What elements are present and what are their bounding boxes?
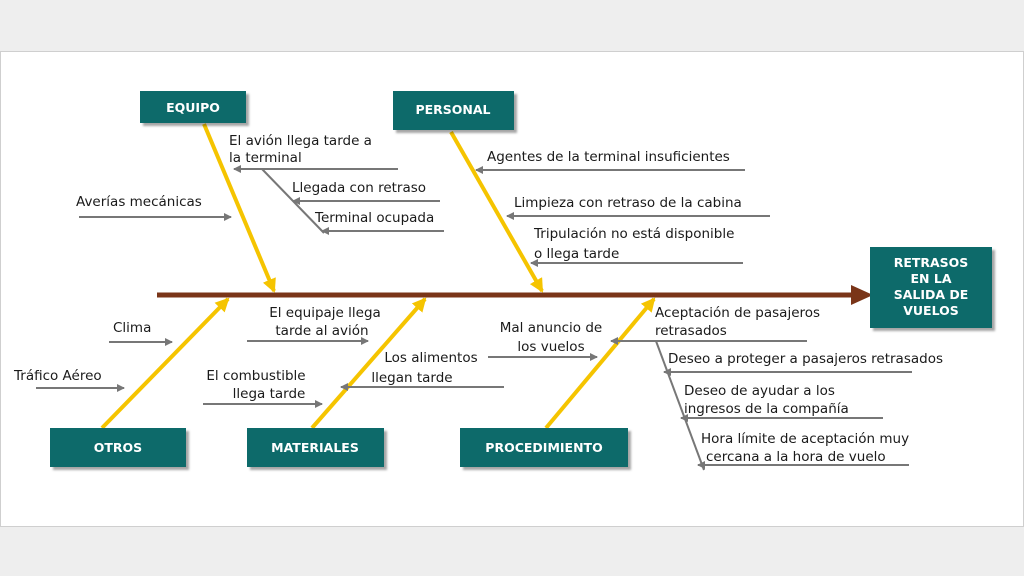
cause-avion-tarde-line2: la terminal — [229, 150, 302, 166]
bone-procedimiento — [546, 299, 654, 428]
cause-deseo-proteger: Deseo a proteger a pasajeros retrasados — [668, 351, 944, 367]
category-label-personal: PERSONAL — [415, 102, 491, 117]
cause-aceptacion-line1: Aceptación de pasajeros — [655, 305, 821, 321]
cause-mal-anuncio-line2: los vuelos — [517, 339, 585, 355]
effect-line-3: SALIDA DE — [893, 287, 969, 302]
effect-line-2: EN LA — [910, 271, 952, 286]
cause-averias: Averías mecánicas — [76, 194, 202, 210]
cause-combustible-line1: El combustible — [206, 368, 306, 384]
cause-agentes: Agentes de la terminal insuficientes — [487, 149, 730, 165]
effect-line-4: VUELOS — [903, 303, 959, 318]
category-label-materiales: MATERIALES — [271, 440, 359, 455]
category-label-otros: OTROS — [93, 440, 143, 455]
cause-equipaje-line2: tarde al avión — [275, 323, 369, 339]
bone-otros — [102, 299, 228, 428]
cause-alimentos-line1: Los alimentos — [384, 350, 478, 366]
cause-llegada-retraso: Llegada con retraso — [292, 180, 427, 196]
spine-arrowhead — [851, 285, 873, 305]
cause-mal-anuncio-line1: Mal anuncio de — [499, 320, 603, 336]
cause-tripulacion-line2: o llega tarde — [534, 246, 620, 262]
cause-equipaje-line1: El equipaje llega — [269, 305, 381, 321]
cause-avion-tarde-line1: El avión llega tarde a — [229, 133, 372, 149]
cause-hora-limite-line2: cercana a la hora de vuelo — [706, 449, 886, 465]
category-label-equipo: EQUIPO — [166, 100, 220, 115]
cause-trafico: Tráfico Aéreo — [14, 368, 102, 384]
cause-hora-limite-line1: Hora límite de aceptación muy — [701, 431, 910, 447]
effect-line-1: RETRASOS — [893, 255, 969, 270]
cause-tripulacion-line1: Tripulación no está disponible — [534, 226, 735, 242]
cause-terminal-ocupada: Terminal ocupada — [315, 210, 435, 226]
cause-deseo-ayudar-line1: Deseo de ayudar a los — [684, 383, 835, 399]
cause-clima: Clima — [113, 320, 152, 336]
cause-aceptacion-line2: retrasados — [655, 323, 727, 339]
cause-alimentos-line2: llegan tarde — [371, 370, 453, 386]
cause-deseo-ayudar-line2: ingresos de la compañía — [684, 401, 849, 417]
cause-combustible-line2: llega tarde — [232, 386, 306, 402]
category-label-procedimiento: PROCEDIMIENTO — [485, 440, 603, 455]
cause-limpieza: Limpieza con retraso de la cabina — [514, 195, 742, 211]
